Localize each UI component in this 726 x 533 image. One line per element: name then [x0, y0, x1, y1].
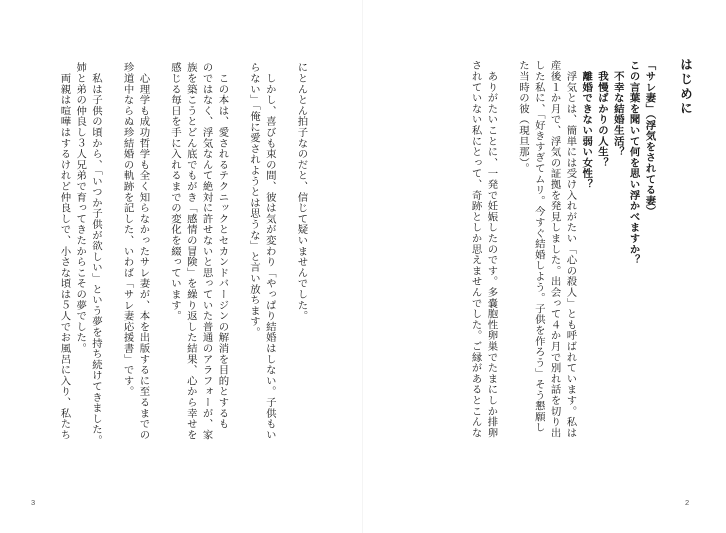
text-column: この言葉を聞いて何を思い浮かべますか？ — [627, 60, 640, 266]
text-column: 私は子供の頃から、「いつか子供が欲しい」という夢を持ち続けてきました。 — [90, 62, 102, 446]
page-title: はじめに — [678, 58, 694, 116]
text-column: 不幸な結婚生活？ — [611, 60, 624, 158]
text-column: 我慢ばかりの人生？ — [596, 60, 608, 168]
text-column: にとんとん拍子なのだと、信じて疑いませんでした。 — [295, 62, 308, 322]
left-page — [0, 0, 362, 533]
text-column: 姉と弟の仲良し３人兄弟で育ってきたからこその夢でした。 — [74, 62, 87, 354]
text-column: 珍道中ならぬ珍結婚の軌跡を記した、いわば「サレ妻応援書」です。 — [121, 62, 134, 397]
text-column: 族を築こうとどん底でもがき「感情の冒険」を繰り返した結果、心から幸せを — [184, 62, 197, 440]
text-column: らない」「俺に愛されようとは思うな」と言い放ちます。 — [248, 62, 260, 338]
text-column: 感じる毎日を手に入れるまでの変化を綴っています。 — [169, 62, 181, 322]
text-column: した私に、「好きすぎてムリ。今すぐ結婚しよう。子供を作ろう」そう懇願し — [532, 60, 545, 433]
page-number-right: 2 — [685, 498, 690, 507]
text-column: 浮気とは、簡単には受け入れがたい「心の殺人」とも呼ばれています。私は — [564, 60, 577, 438]
text-column: た当時の彼（現旦那）。 — [517, 60, 529, 174]
text-column: 心理学も成功哲学も全く知らなかったサレ妻が、本を出版するに至るまでの — [137, 62, 150, 440]
text-column: しかし、喜びも束の間、彼は気が変わり「やっぱり結婚はしない。子供もい — [263, 62, 276, 440]
text-column: ありがたいことに、一発で妊娠したのです。多嚢胞性卵巣でたまにしか排卵 — [485, 60, 498, 438]
page-number-left: 3 — [31, 498, 36, 507]
right-page — [363, 0, 726, 533]
text-column: のではなく、浮気なんて絶対に許せないと思っていた普通のアラフォーが、家 — [200, 62, 213, 440]
text-column: この本は、愛されるテクニックとセカンドバージンの解消を目的とするも — [216, 62, 229, 430]
text-column: 両親は喧嘩はするけれど仲良しで、小さな頃は５人でお風呂に入り、私たち — [58, 62, 71, 440]
text-column: 「サレ妻」（浮気をされてる妻） — [643, 60, 656, 217]
text-column: 離婚できない弱い女性？ — [580, 60, 593, 190]
text-column: されていない私にとって、奇跡としか思えませんでした。ご縁があるとこんな — [469, 60, 482, 438]
text-column: 産後１か月で、浮気の証拠を発見しました。出会って４か月で別れ話を切り出 — [548, 60, 561, 438]
